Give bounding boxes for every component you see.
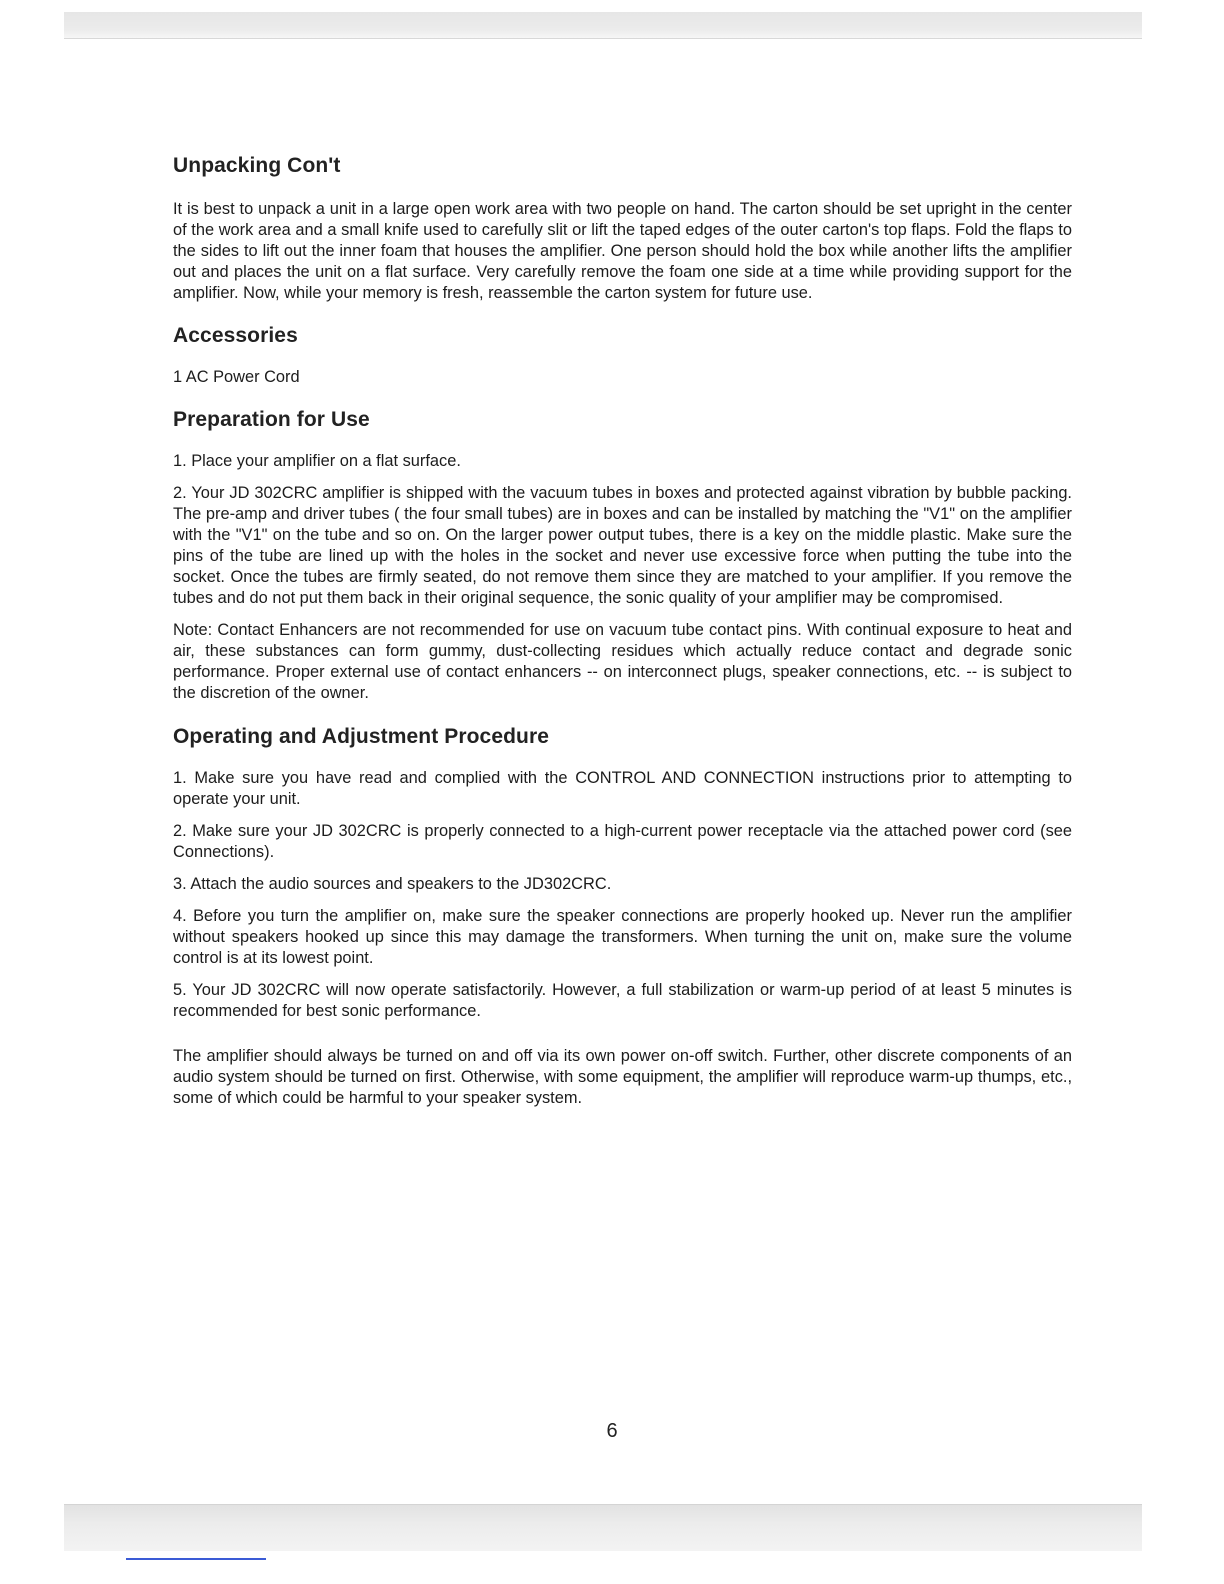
scan-underline-mark (126, 1558, 266, 1560)
preparation-step-2: 2. Your JD 302CRC amplifier is shipped with the vacuum tubes in boxes and protected against vibration by bubble packing. The pre-amp and driver tubes ( the four small tubes) are in boxes and can be installed by matching the "V1" on the amplifier with the "V1" on the tube and so on. On the larger power output tubes, there is a key on the middle plastic. Make sure the pins of the tube are lined up with the holes in the socket and never use excessive force when putting the tube into the socket. Once the tubes are firmly seated, do not remove them since they are matched to your amplifier. If you remove the tubes and do not put them back in their original sequence, the sonic quality of your amplifier may be compromised. (173, 484, 1072, 607)
preparation-step-1: 1. Place your amplifier on a flat surface. (173, 452, 461, 470)
operating-step-3: 3. Attach the audio sources and speakers to the JD302CRC. (173, 875, 612, 893)
accessories-item: 1 AC Power Cord (173, 368, 300, 386)
scan-bottom-edge (64, 1504, 1142, 1551)
unpacking-heading: Unpacking Con't (173, 154, 341, 177)
operating-closing: The amplifier should always be turned on and off via its own power on-off switch. Further, other discrete components of an audio system should be turned on first. Otherwise, with some equipment, the amplifier will reproduce warm-up thumps, etc., some of which could be harmful to your speaker system. (173, 1047, 1072, 1107)
scan-top-edge (64, 12, 1142, 39)
operating-step-1: 1. Make sure you have read and complied with the CONTROL AND CONNECTION instructions prior to attempting to operate your unit. (173, 769, 1072, 808)
accessories-heading: Accessories (173, 324, 298, 347)
operating-step-2: 2. Make sure your JD 302CRC is properly connected to a high-current power receptacle via the attached power cord (see Connections). (173, 822, 1072, 861)
unpacking-paragraph: It is best to unpack a unit in a large open work area with two people on hand. The carton should be set upright in the center of the work area and a small knife used to carefully slit or lift the taped edges of the outer carton's top flaps. Fold the flaps to the sides to lift out the inner foam that houses the amplifier. One person should hold the box while another lifts the amplifier out and places the unit on a flat surface. Very carefully remove the foam one side at a time while providing support for the amplifier. Now, while your memory is fresh, reassemble the carton system for future use. (173, 200, 1072, 302)
operating-heading: Operating and Adjustment Procedure (173, 725, 550, 748)
preparation-note: Note: Contact Enhancers are not recommended for use on vacuum tube contact pins. With continual exposure to heat and air, these substances can form gummy, dust-collecting residues which actually reduce contact and degrade sonic performance. Proper external use of contact enhancers -- on interconnect plugs, speaker connections, etc. -- is subject to the discretion of the owner. (173, 621, 1072, 702)
operating-step-5: 5. Your JD 302CRC will now operate satisfactorily. However, a full stabilization or warm-up period of at least 5 minutes is recommended for best sonic performance. (173, 981, 1072, 1020)
operating-step-4: 4. Before you turn the amplifier on, make sure the speaker connections are properly hooked up. Never run the amplifier without speakers hooked up since this may damage the transformers. When turning the unit on, make sure the volume control is at its lowest point. (173, 907, 1072, 967)
page-number: 6 (606, 1420, 618, 1442)
preparation-heading: Preparation for Use (173, 408, 370, 431)
document-body (173, 150, 1072, 1109)
